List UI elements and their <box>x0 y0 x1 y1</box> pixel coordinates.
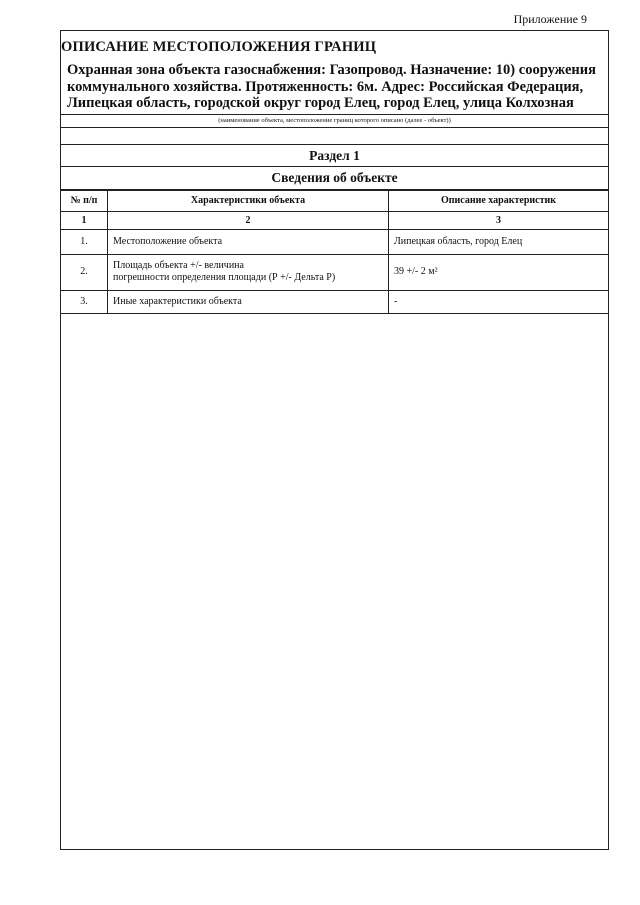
table-row <box>61 254 608 290</box>
characteristic-value: - <box>389 290 609 313</box>
document-title: ОПИСАНИЕ МЕСТОПОЛОЖЕНИЯ ГРАНИЦ <box>61 39 377 55</box>
row-number: 2. <box>61 254 108 290</box>
characteristic-name-line: Иные характеристики объекта <box>113 296 242 307</box>
table-header-row <box>61 190 608 211</box>
column-number-row <box>61 211 608 229</box>
characteristic-name-line: погрешности определения площади (Р +/- Дельта Р) <box>113 272 336 283</box>
column-number: 3 <box>389 211 609 229</box>
object-info-table <box>61 190 608 314</box>
object-description-line: коммунального хозяйства. Протяженность: 6м. Адрес: Российская Федерация, <box>67 78 584 95</box>
characteristic-value: 39 +/- 2 м² <box>389 254 609 290</box>
column-number: 1 <box>61 211 108 229</box>
blank-row <box>61 128 608 145</box>
characteristic-name-line: Площадь объекта +/- величина <box>113 260 244 271</box>
table-row <box>61 229 608 254</box>
row-number: 1. <box>61 229 108 254</box>
characteristic-name <box>108 290 389 313</box>
characteristic-name <box>108 254 389 290</box>
appendix-label: Приложение 9 <box>513 12 587 26</box>
section-title: Раздел 1 <box>61 145 608 167</box>
row-number: 3. <box>61 290 108 313</box>
table-row <box>61 290 608 313</box>
characteristic-name-line: Местоположение объекта <box>113 236 223 247</box>
object-description <box>61 56 608 114</box>
column-header: № п/п <box>61 190 108 211</box>
characteristic-name <box>108 229 389 254</box>
object-description-line: Охранная зона объекта газоснабжения: Газопровод. Назначение: 10) сооружения <box>67 62 596 78</box>
object-description-line: Липецкая область, городской округ город Елец, город Елец, улица Колхозная <box>67 95 574 111</box>
object-caption: (наименование объекта, местоположение границ которого описано (далее - объект)) <box>61 114 608 128</box>
document-frame <box>60 30 609 850</box>
column-number: 2 <box>108 211 389 229</box>
subsection-title: Сведения об объекте <box>61 167 608 190</box>
column-header: Характеристики объекта <box>108 190 389 211</box>
column-header: Описание характеристик <box>389 190 609 211</box>
characteristic-value: Липецкая область, город Елец <box>389 229 609 254</box>
